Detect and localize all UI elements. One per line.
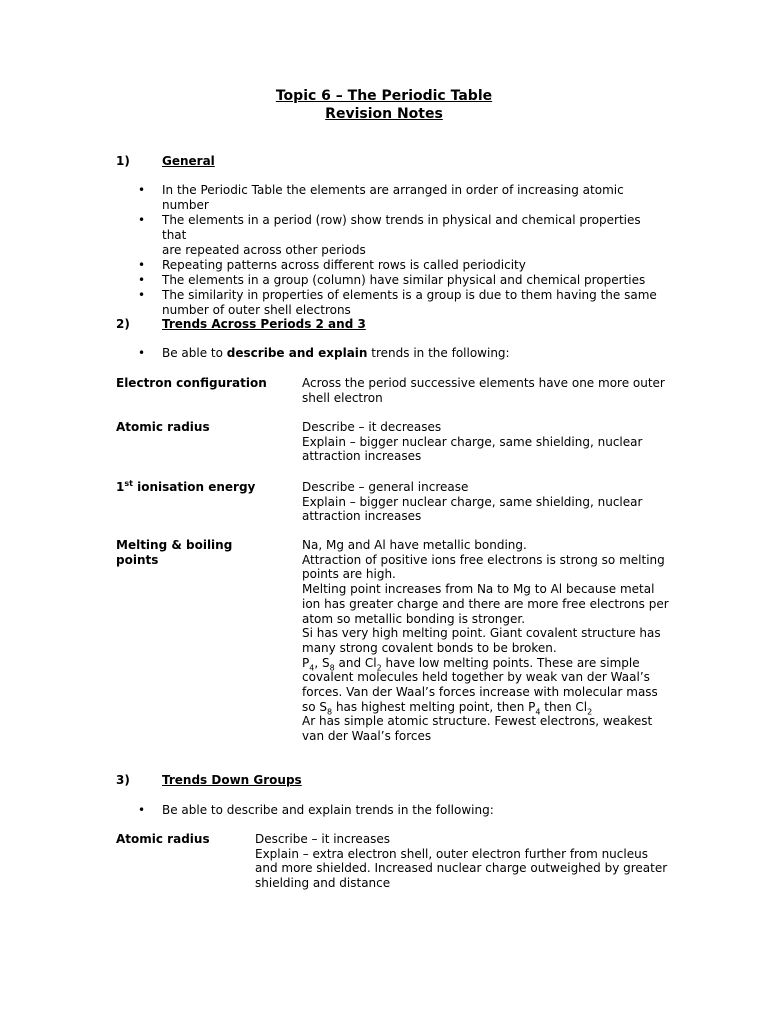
desc-line: Na, Mg and Al have metallic bonding. [302,538,527,552]
bullet-icon: • [138,273,146,287]
list-item [138,213,658,243]
desc-line: atom so metallic bonding is stronger. [302,611,526,626]
section-1-bullet-list [138,183,658,318]
term-electron-configuration: Electron configuration [116,376,267,390]
section-1-number: 1) [116,154,130,168]
list-item [138,183,658,213]
term-melting-boiling-points [116,538,232,568]
bullet-icon: • [138,346,146,360]
intro-before: Be able to [162,346,227,360]
section-3-number: 3) [116,773,130,787]
desc-line: Ar has simple atomic structure. Fewest electrons, weakest [302,714,653,729]
term-atomic-radius-groups: Atomic radius [116,832,210,846]
list-item-text: are repeated across other periods [162,243,366,257]
list-item [138,803,658,818]
desc-line: and more shielded. Increased nuclear charge outweighed by greater [255,861,668,876]
desc-line: attraction increases [302,449,422,464]
term-atomic-radius: Atomic radius [116,420,210,434]
desc-line: Describe – general increase [302,480,469,494]
desc-line: Melting point increases from Na to Mg to Al because metal [302,582,655,597]
desc-line: Attraction of positive ions free electrons is strong so melting [302,552,665,567]
desc-line: shielding and distance [255,876,391,891]
list-item [138,273,658,288]
list-item-continuation [138,303,658,318]
section-3-bullet-list [138,803,658,818]
term-superscript: st [124,479,133,488]
list-item-text: Repeating patterns across different rows is called periodicity [162,258,526,272]
desc-line: forces. Van der Waal’s forces increase with molecular mass [302,685,658,700]
term-prefix: 1 [116,480,125,494]
desc-line-formula: $P_4$, $S_8$ and $Cl_2$ have low melting points. These are simple [302,655,640,673]
list-item [138,258,658,273]
desc-atomic-radius [302,420,647,464]
bullet-icon: • [138,803,146,817]
desc-line: Explain – bigger nuclear charge, same shielding, nuclear [302,434,643,449]
list-item-text: The similarity in properties of elements is a group is due to them having the same [162,288,657,302]
section-2-number: 2) [116,317,130,331]
list-item-text: The elements in a period (row) show trends in physical and chemical properties that [162,213,641,242]
desc-line: many strong covalent bonds to be broken. [302,640,557,655]
list-item [138,288,658,303]
desc-line: ion has greater charge and there are more free electrons per [302,596,669,611]
section-1-heading: General [162,154,215,168]
desc-line: covalent molecules held together by weak van der Waal’s [302,670,650,685]
list-item-text: Be able to describe and explain trends in the following: [162,803,494,817]
desc-line: Si has very high melting point. Giant covalent structure has [302,626,661,641]
section-3-heading: Trends Down Groups [162,773,302,787]
desc-atomic-radius-groups [255,832,668,891]
term-line: Melting & boiling [116,538,233,552]
term-line: points [116,553,159,567]
desc-line: shell electron [302,390,383,405]
page-title: Topic 6 – The Periodic Table [275,88,493,104]
intro-after: trends in the following: [367,346,510,360]
bullet-icon: • [138,258,146,272]
desc-line: Explain – bigger nuclear charge, same shielding, nuclear [302,494,643,509]
term-first-ionisation-energy [116,480,255,495]
list-item-text: The elements in a group (column) have similar physical and chemical properties [162,273,646,287]
desc-line: Describe – it decreases [302,420,442,434]
list-item-text: number of outer shell electrons [162,303,351,317]
page-subtitle: Revision Notes [325,106,443,122]
desc-line: points are high. [302,567,396,582]
term-suffix: ionisation energy [132,480,256,494]
desc-line-formula: so $S_8$ has highest melting point, then $P_4$ then $Cl_2$ [302,699,593,717]
list-item [138,346,658,361]
bullet-icon: • [138,183,146,197]
desc-first-ionisation-energy [302,480,647,524]
desc-line: Explain – extra electron shell, outer electron further from nucleus [255,846,648,861]
bullet-icon: • [138,213,146,227]
section-2-bullet-list [138,346,658,361]
desc-line: attraction increases [302,509,422,524]
intro-emphasis: describe and explain [226,346,368,360]
list-item-text: In the Periodic Table the elements are arranged in order of increasing atomic number [162,183,624,212]
bullet-icon: • [138,288,146,302]
section-2-heading: Trends Across Periods 2 and 3 [162,317,366,331]
list-item-continuation [138,243,658,258]
desc-melting-boiling-points [302,538,669,744]
desc-electron-configuration [302,376,665,405]
desc-line: Describe – it increases [255,832,391,846]
desc-line: van der Waal’s forces [302,729,432,744]
desc-line: Across the period successive elements have one more outer [302,376,665,390]
